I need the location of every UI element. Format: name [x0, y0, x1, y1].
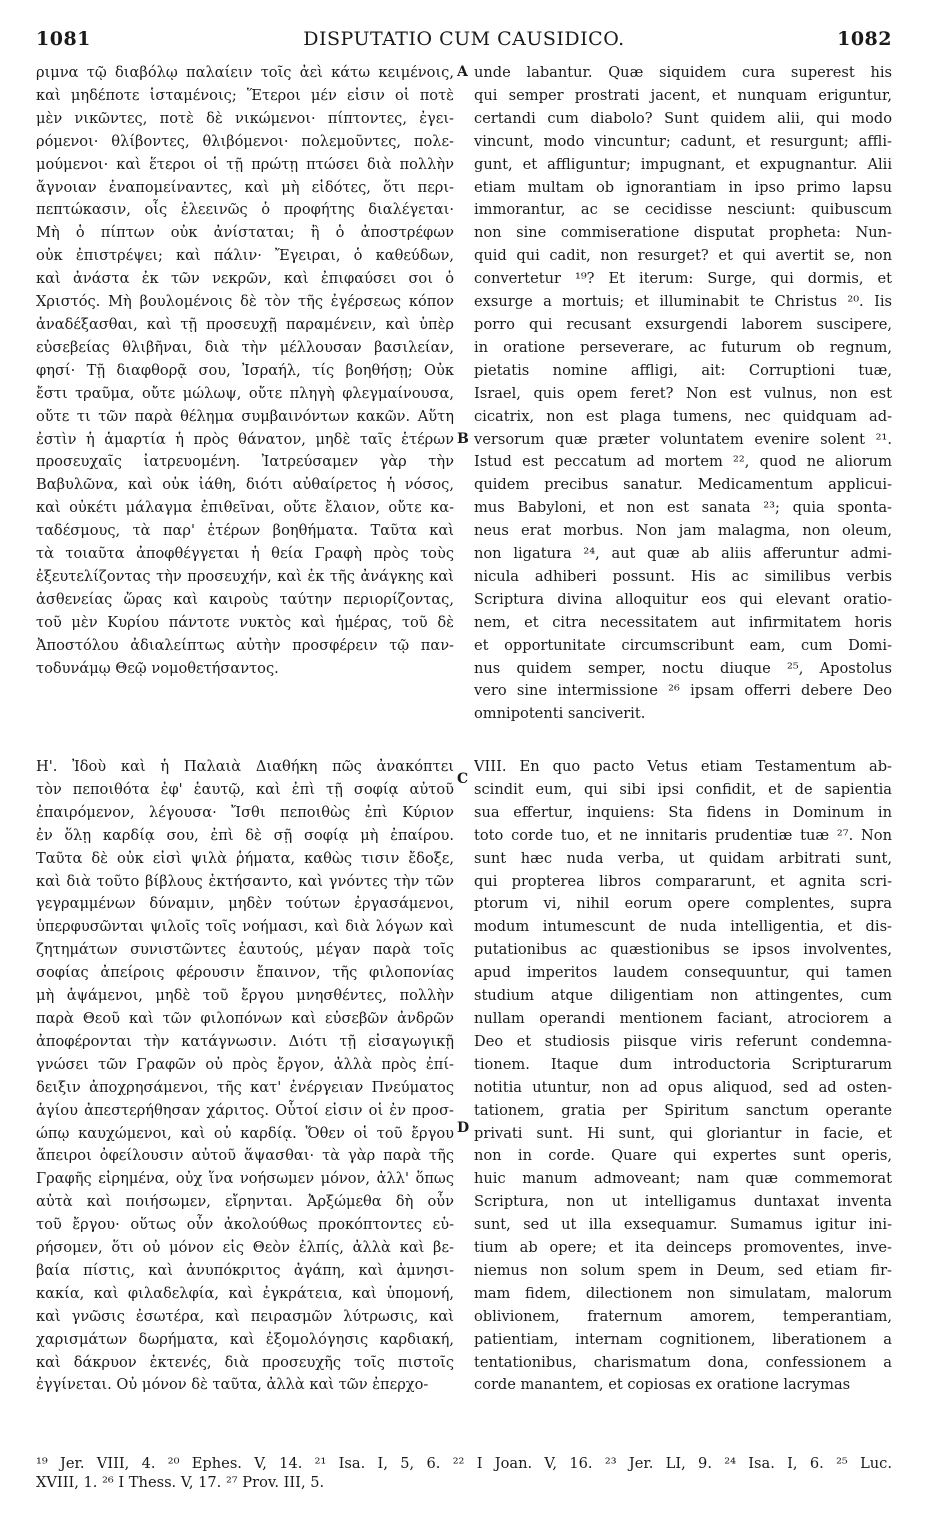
- text-line: ριμνα τῷ διαβόλῳ παλαίειν τοῖς ἀεὶ κάτω κειμένοις,: [36, 64, 454, 81]
- text-line: αὐτὰ καὶ ποιήσωμεν, εἴρηνται. Ἀρξώμεθα δὴ οὖν: [36, 1193, 454, 1211]
- text-line: τὸν πεποιθότα ἐφ' ἑαυτῷ, καὶ ἐπὶ τῇ σοφίᾳ αὐτοῦ: [36, 780, 454, 798]
- text-line: Η'. Ἰδοὺ καὶ ἡ Παλαιὰ Διαθήκη πῶς ἀνακόπτει: [36, 758, 454, 775]
- text-line: mam fidem, dilectionem non simulatam, malorum: [474, 1284, 892, 1302]
- greek-column-bottom: [36, 756, 454, 1397]
- text-line: quidem precibus sanatur. Medicamentum applicui-: [474, 476, 892, 494]
- text-line: ἁγίου ἀπεστερήθησαν χάριτος. Οὗτοί εἰσιν οἱ ἐν προσ-: [36, 1101, 454, 1119]
- text-line: καὶ μηδέποτε ἱσταμένοις; Ἕτεροι μέν εἰσιν οἱ ποτὲ: [36, 86, 454, 104]
- text-line: corde manantem, et copiosas ex oratione lacrymas: [474, 1376, 851, 1394]
- text-line: huic manum admoveant; nam quæ commemorat: [474, 1170, 892, 1188]
- text-line: modum intumescunt de nuda intelligentia, et dis-: [474, 918, 892, 936]
- text-line: non in corde. Quare qui expertes sunt operis,: [474, 1147, 892, 1165]
- text-line: gunt, et affliguntur; impugnant, et expugnantur. Alii: [474, 155, 892, 173]
- text-line: tium ab opere; et ita deinceps promoventes, inve-: [474, 1239, 892, 1257]
- text-line: nem, et citra necessitatem aut infirmitatem horis: [474, 613, 892, 631]
- text-line: ζητημάτων συνιστῶντες ἑαυτούς, μέγαν παρὰ τοῖς: [36, 941, 454, 959]
- text-line: τοδυνάμῳ Θεῷ νομοθετήσαντος.: [36, 659, 279, 677]
- running-title: DISPUTATIO CUM CAUSIDICO.: [303, 28, 625, 50]
- text-line: ἐστὶν ἡ ἁμαρτία ἡ πρὸς θάνατον, μηδὲ ταῖς ἑτέρων: [36, 430, 454, 448]
- text-line: sunt, sed ut illa exsequamur. Sumamus igitur ini-: [474, 1216, 892, 1234]
- text-line: tationem, gratia per Spiritum sanctum operante: [474, 1101, 892, 1119]
- text-line: tentationibus, charismatum dona, confessionem a: [474, 1353, 892, 1371]
- text-line: Χριστός. Μὴ βουλομένοις δὲ τὸν τῆς ἐγέρσεως κόπον: [36, 293, 454, 311]
- text-line: μὲν νικῶντες, ποτὲ δὲ νικώμενοι· πίπτοντες, ἐγει-: [36, 109, 454, 127]
- text-line: qui propterea libros compararunt, et agnita scri-: [474, 872, 892, 890]
- text-line: ώπῳ καυχώμενοι, καὶ οὐ καρδίᾳ. Ὅθεν οἱ τοῦ ἔργου: [36, 1124, 454, 1142]
- text-line: notitia utuntur, non ad opus aliquod, sed ad osten-: [474, 1078, 892, 1096]
- margin-marker-a: A: [457, 64, 468, 80]
- text-line: convertetur ¹⁹? Et iterum: Surge, qui dormis, et: [474, 270, 892, 288]
- text-line: sunt hæc nuda verba, ut quidam arbitrati sunt,: [474, 849, 892, 867]
- text-line: in oratione perseverare, ac futurum ob regnum,: [474, 338, 892, 356]
- text-line: σοφίας ἀπείροις φέρουσιν ἔπαινον, τῆς φιλοπονίας: [36, 964, 454, 982]
- text-line: mus Babyloni, et non est sanata ²³; quia sponta-: [474, 499, 892, 517]
- text-line: ἐγγίνεται. Οὐ μόνον δὲ ταῦτα, ἀλλὰ καὶ τῶν ἐπερχο-: [36, 1376, 429, 1394]
- text-line: ρόμενοι· θλίβοντες, θλιβόμενοι· πολεμοῦντες, πολε-: [36, 132, 454, 150]
- text-line: exsurge a mortuis; et illuminabit te Christus ²⁰. Iis: [474, 293, 892, 311]
- text-line: ἐπαιρόμενον, λέγουσα· Ἴσθι πεποιθὼς ἐπὶ Κύριον: [36, 803, 454, 821]
- text-line: ἐν ὅλῃ καρδίᾳ σου, ἐπὶ δὲ σῇ σοφίᾳ μὴ ἐπαίρου.: [36, 826, 454, 844]
- text-line: niemus non solum spem in Deum, sed etiam fir-: [474, 1261, 892, 1279]
- text-line: προσευχαῖς ἰατρευομένη. Ἰατρεύσαμεν γὰρ τὴν: [36, 453, 454, 471]
- text-line: καὶ ἀνάστα ἐκ τῶν νεκρῶν, καὶ ἐπιφαύσει σοι ὁ: [36, 270, 454, 288]
- text-line: οὔτε τι τῶν παρὰ θέλημα συμβαινόντων κακῶν. Αὕτη: [36, 407, 454, 425]
- text-line: patientiam, internam cognitionem, liberationem a: [474, 1330, 892, 1348]
- page-number-right: 1082: [837, 28, 892, 50]
- text-line: unde labantur. Quæ siquidem cura superest his: [474, 64, 892, 81]
- text-line: Deo et studiosis piisque viris referunt condemna-: [474, 1032, 892, 1050]
- text-line: ἀσθενείας ὥρας καὶ καιροὺς ταύτην περιορίζοντας,: [36, 590, 454, 608]
- text-line: nicula adhiberi possunt. His ac similibus verbis: [474, 567, 892, 585]
- text-line: γεγραμμένων δύναμιν, μηδὲν τούτων ἐργασάμενοι,: [36, 895, 454, 913]
- text-line: χαρισμάτων δωρήματα, καὶ ἐξομολόγησις καρδιακή,: [36, 1330, 454, 1348]
- text-line: toto corde tuo, et ne innitaris prudentiæ tuæ ²⁷. Non: [474, 826, 892, 844]
- text-line: καὶ γνῶσις ἐσωτέρα, καὶ πειρασμῶν λύτρωσις, καὶ: [36, 1307, 454, 1325]
- text-line: καὶ δάκρυον ἐκτενές, διὰ προσευχῆς τοῖς πιστοῖς: [36, 1353, 454, 1371]
- text-line: vero sine intermissione ²⁶ ipsam offerri debere Deo: [474, 682, 892, 700]
- text-line: tionem. Itaque dum introductoria Scripturarum: [474, 1055, 892, 1073]
- text-line: neus erat morbus. Non jam malagma, non oleum,: [474, 522, 892, 540]
- latin-column-bottom: [474, 756, 892, 1397]
- text-line: quid qui cadit, non resurget? et qui avertit se, non: [474, 247, 892, 265]
- text-line: εὐσεβείας θλιβῆναι, διὰ τὴν μέλλουσαν βασιλείαν,: [36, 338, 454, 356]
- text-line: βαία πίστις, καὶ ἀνυπόκριτος ἀγάπη, καὶ ἀμνησι-: [36, 1261, 454, 1279]
- text-line: Ταῦτα δὲ οὐκ εἰσὶ ψιλὰ ῥήματα, καθὼς τισιν ἔδοξε,: [36, 849, 454, 867]
- text-line: vincunt, modo vincuntur; cadunt, et resurgunt; affli-: [474, 132, 892, 150]
- text-line: ptorum vi, nihil eorum opere complentes, supra: [474, 895, 892, 913]
- text-line: porro qui recusant exsurgendi laborem suscipere,: [474, 315, 892, 333]
- margin-marker-b: B: [457, 431, 469, 447]
- margin-marker-c: C: [457, 771, 469, 787]
- text-line: ταδέσμους, τὰ παρ' ἑτέρων βοηθήματα. Ταῦτα καὶ: [36, 522, 454, 540]
- text-line: omnipotenti sanciverit.: [474, 705, 646, 723]
- text-line: ἐξευτελίζοντας τὴν προσευχήν, καὶ ἐκ τῆς ἀνάγκης καὶ: [36, 567, 454, 585]
- text-line: κακία, καὶ φιλαδελφία, καὶ ἐγκράτεια, καὶ ὑπομονή,: [36, 1284, 454, 1302]
- text-line: παρὰ Θεοῦ καὶ τῶν φιλοπόνων καὶ εὐσεβῶν ἀνδρῶν: [36, 1009, 454, 1027]
- text-line: μούμενοι· καὶ ἕτεροι οἱ τῇ πρώτῃ πτώσει διὰ πολλὴν: [36, 155, 454, 173]
- text-line: Scriptura divina alloquitur eos qui elevant oratio-: [474, 590, 892, 608]
- text-line: Βαβυλῶνα, καὶ οὐκ ἰάθη, διότι αὐθαίρετος ἡ νόσος,: [36, 476, 454, 494]
- margin-marker-d: D: [457, 1120, 470, 1136]
- text-line: VIII. En quo pacto Vetus etiam Testamentum ab-: [474, 758, 892, 775]
- footnotes: [36, 1454, 892, 1492]
- text-line: πεπτώκασιν, οἷς ἐλεεινῶς ὁ προφήτης διαλέγεται·: [36, 201, 454, 219]
- text-line: apud imperitos laudem consequuntur, qui tamen: [474, 964, 892, 982]
- text-line: et opportunitate circumscribunt eam, cum Domi-: [474, 636, 892, 654]
- text-line: τὰ τοιαῦτα ἀποφθέγγεται ἡ θεία Γραφὴ πρὸς τοὺς: [36, 545, 454, 563]
- page-number-left: 1081: [36, 28, 91, 50]
- text-line: nullam operandi mentionem faciant, atrociorem a: [474, 1009, 892, 1027]
- text-line: immorantur, ac se cecidisse nesciunt: quibuscum: [474, 201, 892, 219]
- text-line: non ligatura ²⁴, aut quæ ab aliis afferuntur admi-: [474, 545, 892, 563]
- text-line: φησί· Τῇ διαφθορᾷ σου, Ἰσραήλ, τίς βοηθήσῃ; Οὐκ: [36, 361, 454, 379]
- text-line: oblivionem, fraternum amorem, temperantiam,: [474, 1307, 892, 1325]
- text-line: privati sunt. Hi sunt, qui gloriantur in facie, et: [474, 1124, 892, 1142]
- text-line: τοῦ ἔργου· οὕτως οὖν ἀκολούθως προκόπτοντες εὑ-: [36, 1216, 454, 1234]
- text-line: Istud est peccatum ad mortem ²², quod ne aliorum: [474, 453, 892, 471]
- text-line: Scriptura, non ut intelligamus duntaxat inventa: [474, 1193, 892, 1211]
- text-line: Μὴ ὁ πίπτων οὐκ ἀνίσταται; ἢ ὁ ἀποστρέφων: [36, 224, 454, 242]
- greek-column-top: [36, 62, 454, 680]
- text-line: scindit eum, qui sibi ipsi confidit, et de sapientia: [474, 780, 892, 798]
- latin-column-top: [474, 62, 892, 726]
- text-line: nus quidem semper, noctu diuque ²⁵, Apostolus: [474, 659, 892, 677]
- page-header: [36, 28, 892, 52]
- text-line: δειξιν ἀποχρησάμενοι, τῆς κατ' ἐνέργειαν Πνεύματος: [36, 1078, 454, 1096]
- text-line: ἔστι τραῦμα, οὔτε μώλωψ, οὔτε πληγὴ φλεγμαίνουσα,: [36, 384, 454, 402]
- text-line: καὶ οὐκέτι μάλαγμα ἐπιθεῖναι, οὔτε ἔλαιον, οὔτε κα-: [36, 499, 454, 517]
- text-line: sua effertur, inquiens: Sta fidens in Dominum in: [474, 803, 892, 821]
- text-line: Ἀποστόλου ἀδιαλείπτως αὐτὴν προσφέρειν τῷ παν-: [36, 636, 454, 654]
- text-line: Israel, quis opem feret? Non est vulnus, non est: [474, 384, 892, 402]
- text-line: ρήσομεν, ὅτι οὐ μόνον εἰς Θεὸν ἐλπίς, ἀλλὰ καὶ βε-: [36, 1239, 454, 1257]
- text-line: Γραφῆς εἰρημένα, οὐχ ἵνα νοήσωμεν μόνον, ἀλλ' ὅπως: [36, 1170, 454, 1188]
- text-line: XVIII, 1. ²⁶ I Thess. V, 17. ²⁷ Prov. III, 5.: [36, 1474, 325, 1491]
- text-line: non sine commiseratione disputat propheta: Nun-: [474, 224, 892, 242]
- text-line: μὴ ἁψάμενοι, μηδὲ τοῦ ἔργου μνησθέντες, πολλὴν: [36, 987, 454, 1005]
- text-line: ¹⁹ Jer. VIII, 4. ²⁰ Ephes. V, 14. ²¹ Isa. I, 5, 6. ²² I Joan. V, 16. ²³ Jer. LI, 9. ²⁴ Isa. I, 6. ²⁵ Luc.: [36, 1455, 892, 1472]
- text-line: versorum quæ præter voluntatem evenire solent ²¹.: [474, 430, 892, 448]
- text-line: οὐκ ἐπιστρέψει; καὶ πάλιν· Ἔγειραι, ὁ καθεύδων,: [36, 247, 454, 265]
- text-line: ὑπερφυσῶνται ψιλοῖς τοῖς νοήμασι, καὶ διὰ λόγων καὶ: [36, 918, 454, 936]
- text-line: etiam multam ob ignorantiam in ipso primo lapsu: [474, 178, 892, 196]
- text-line: τοῦ μὲν Κυρίου πάντοτε νυκτὸς καὶ ἡμέρας, τοῦ δὲ: [36, 613, 454, 631]
- text-line: ἄγνοιαν ἐναπομείναντες, καὶ μὴ εἰδότες, ὅτι περι-: [36, 178, 454, 196]
- text-line: cicatrix, non est plaga tumens, nec quidquam ad-: [474, 407, 892, 425]
- text-line: ἀναδέξασθαι, καὶ τῇ προσευχῇ παραμένειν, καὶ ὑπὲρ: [36, 315, 454, 333]
- text-line: putationibus ac quæstionibus se ipsos involventes,: [474, 941, 892, 959]
- text-line: qui semper prostrati jacent, et nunquam eriguntur,: [474, 86, 892, 104]
- text-line: γνώσει τῶν Γραφῶν οὐ πρὸς ἔργον, ἀλλὰ πρὸς ἐπί-: [36, 1055, 454, 1073]
- text-line: certandi cum diabolo? Sunt quidem alii, qui modo: [474, 109, 892, 127]
- text-line: καὶ διὰ τοῦτο βίβλους ἐκτήσαντο, καὶ γνόντες τὴν τῶν: [36, 872, 454, 890]
- text-line: pietatis nomine affligi, ait: Corruptioni tuæ,: [474, 361, 892, 379]
- text-line: ἀποφέρονται τὴν κατάγνωσιν. Διότι τῇ εἰσαγωγικῇ: [36, 1032, 454, 1050]
- text-line: ἄπειροι ὀφείλουσιν αὐτοῦ ἅψασθαι· τὰ γὰρ παρὰ τῆς: [36, 1147, 454, 1165]
- text-line: studium atque diligentiam non attingentes, cum: [474, 987, 892, 1005]
